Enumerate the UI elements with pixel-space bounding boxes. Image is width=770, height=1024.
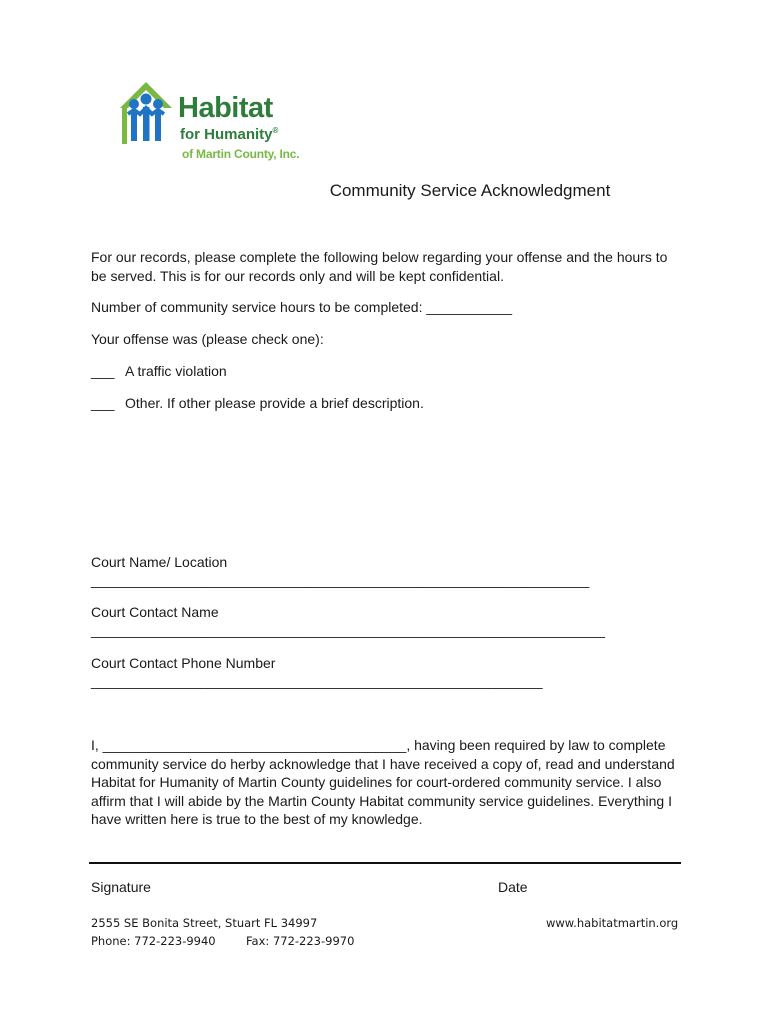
footer-website[interactable]: www.habitatmartin.org [546, 916, 679, 930]
logo-text-habitat: Habitat [178, 92, 273, 124]
offense-prompt: Your offense was (please check one): [91, 331, 324, 347]
logo-text-county: of Martin County, Inc. [182, 147, 300, 161]
logo-text-humanity: for Humanity® [180, 126, 279, 143]
intro-paragraph: For our records, please complete the following below regarding your offense and the hours to be served. This is for our records only and will be kept confidential. [91, 249, 668, 284]
court-name-field[interactable]: ________________________________________________________________ [91, 572, 590, 588]
acknowledgment-statement: I, _______________________________________, having been required by law to complete community service do herby acknowledge that I have received a copy of, read and understand Habitat for Humanity of Martin County guidelines for court-ordered community service. I also affirm that I will abide by the Martin County Habitat community service guidelines. Everything I have written here is true to the best of my knowledge. [91, 737, 675, 828]
habitat-house-icon [112, 78, 182, 148]
court-name-label: Court Name/ Location [91, 554, 228, 570]
option-blank[interactable]: ___ [91, 363, 115, 379]
option-traffic-violation[interactable] [91, 362, 227, 381]
footer-phone: Phone: 772-223-9940 [91, 934, 216, 948]
footer-fax: Fax: 772-223-9970 [246, 934, 355, 948]
habitat-logo [112, 78, 300, 168]
registered-mark: ® [272, 126, 279, 135]
footer-address: 2555 SE Bonita Street, Stuart FL 34997 [91, 916, 318, 930]
option-other[interactable] [91, 394, 424, 413]
option-label: Other. If other please provide a brief description. [125, 395, 424, 411]
court-contact-field[interactable]: __________________________________________________________________ [91, 622, 605, 638]
court-contact-label: Court Contact Name [91, 604, 219, 620]
signature-line[interactable] [89, 862, 681, 864]
option-blank[interactable]: ___ [91, 395, 115, 411]
court-phone-field[interactable]: __________________________________________________________ [91, 673, 543, 689]
court-phone-label: Court Contact Phone Number [91, 655, 276, 671]
option-label: A traffic violation [125, 363, 227, 379]
date-label: Date [498, 879, 528, 895]
document-title: Community Service Acknowledgment [329, 181, 611, 200]
hours-field[interactable]: Number of community service hours to be completed: ___________ [91, 299, 513, 315]
signature-label: Signature [91, 879, 151, 895]
